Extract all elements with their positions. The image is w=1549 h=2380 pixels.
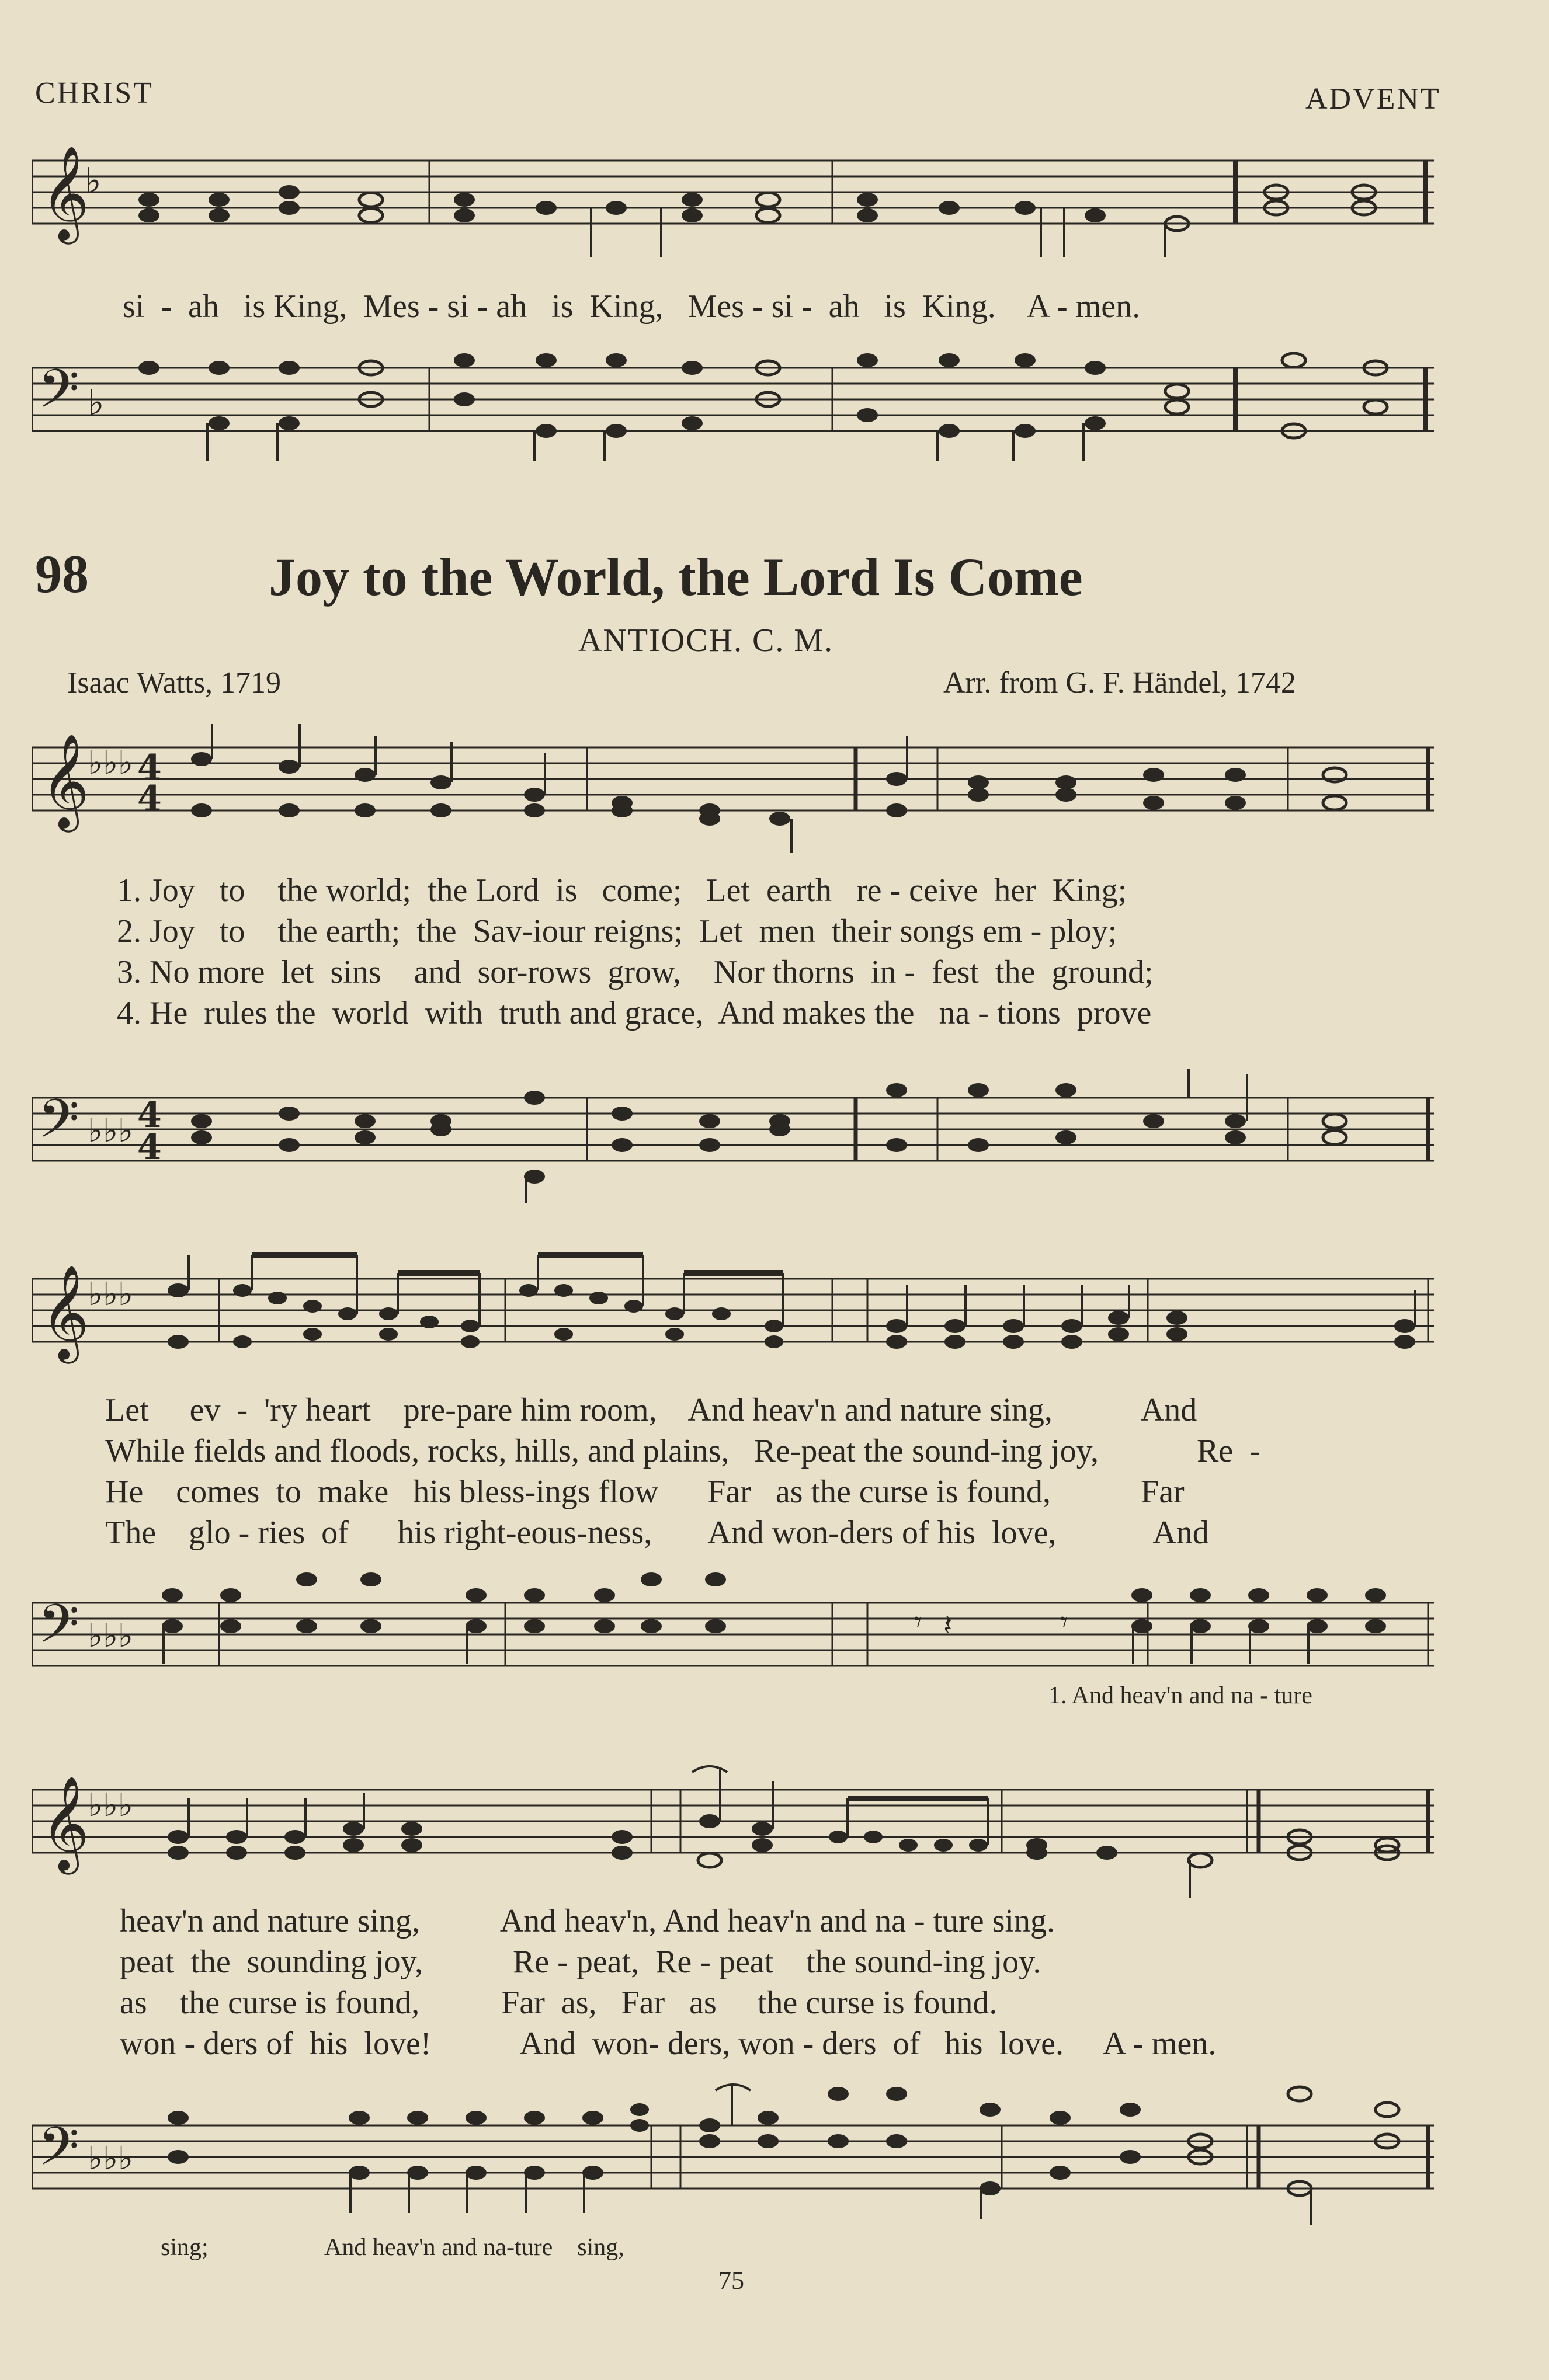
header-right: ADVENT xyxy=(1305,82,1441,116)
system2-treble-staff xyxy=(32,1244,1434,1390)
system1-verse-3: 3. No more let sins and sor-rows grow, Nor thorns in - fest the ground; xyxy=(117,954,1154,990)
system2-verse-2: While fields and floods, rocks, hills, and plains, Re-peat the sound-ing joy, Re - xyxy=(105,1433,1260,1469)
system1-verse-4: 4. He rules the world with truth and grace, And makes the na - tions prove xyxy=(117,995,1152,1031)
prev-treble-staff xyxy=(32,140,1434,257)
svg-text:𝄢: 𝄢 xyxy=(38,1593,79,1668)
svg-text:𝄞: 𝄞 xyxy=(41,733,89,829)
svg-text:𝄞: 𝄞 xyxy=(41,1776,89,1871)
svg-text:𝄽: 𝄽 xyxy=(943,1608,953,1642)
system1-treble-staff xyxy=(32,712,1434,858)
svg-text:♭♭♭: ♭♭♭ xyxy=(88,2139,133,2177)
svg-text:♭♭♭: ♭♭♭ xyxy=(88,744,133,781)
svg-text:4: 4 xyxy=(137,1127,162,1168)
system2-bass-staff xyxy=(32,1553,1434,1687)
system3-verse-2: peat the sounding joy, Re - peat, Re - peat the sound-ing joy. xyxy=(120,1944,1041,1980)
prev-hymn-lyric: si - ah is King, Mes - si - ah is King, Mes - si - ah is King. A - men. xyxy=(123,288,1141,325)
prev-bass-staff xyxy=(32,350,1434,467)
svg-text:𝄢: 𝄢 xyxy=(38,358,79,433)
header-left: CHRIST xyxy=(35,76,154,110)
system2-bass-lyric: 1. And heav'n and na - ture xyxy=(1048,1682,1312,1709)
system2-verse-3: He comes to make his bless-ings flow Far as the curse is found, Far xyxy=(105,1474,1185,1510)
system3-verse-3: as the curse is found, Far as, Far as the curse is found. xyxy=(120,1985,998,2021)
svg-text:𝄞: 𝄞 xyxy=(41,1265,89,1360)
svg-text:4: 4 xyxy=(137,747,162,788)
system3-verse-4: won - ders of his love! And won- ders, won - ders of his love. A - men. xyxy=(120,2026,1217,2062)
svg-text:♭♭♭: ♭♭♭ xyxy=(88,1275,133,1313)
svg-text:♭: ♭ xyxy=(88,382,105,423)
hymn-title: Joy to the World, the Lord Is Come xyxy=(269,547,1083,607)
tune-name: ANTIOCH. C. M. xyxy=(578,622,834,659)
svg-text:𝄢: 𝄢 xyxy=(38,1088,79,1163)
svg-text:4: 4 xyxy=(137,778,162,819)
svg-text:𝄞: 𝄞 xyxy=(41,145,89,241)
svg-text:4: 4 xyxy=(137,1095,162,1136)
svg-text:𝄾: 𝄾 xyxy=(1060,1605,1068,1639)
hymn-number: 98 xyxy=(35,544,89,604)
system3-verse-1: heav'n and nature sing, And heav'n, And heav'n and na - ture sing. xyxy=(120,1903,1055,1939)
system3-bass-staff xyxy=(32,2067,1434,2242)
system2-verse-1: Let ev - 'ry heart pre-pare him room, And heav'n and nature sing, And xyxy=(105,1392,1197,1428)
svg-text:𝄾: 𝄾 xyxy=(914,1605,922,1639)
system2-verse-4: The glo - ries of his right-eous-ness, And won-ders of his love, And xyxy=(105,1515,1209,1551)
svg-text:♭♭♭: ♭♭♭ xyxy=(88,1617,133,1654)
system3-bass-lyric-right: And heav'n and na-ture sing, xyxy=(324,2234,624,2261)
system1-bass-staff xyxy=(32,1034,1434,1209)
arranger-credit: Arr. from G. F. Händel, 1742 xyxy=(943,666,1296,700)
author-credit: Isaac Watts, 1719 xyxy=(67,666,281,700)
system3-bass-lyric-left: sing; xyxy=(161,2234,209,2261)
page-number: 75 xyxy=(718,2266,744,2295)
svg-text:♭♭♭: ♭♭♭ xyxy=(88,1786,133,1824)
system1-verse-1: 1. Joy to the world; the Lord is come; Let earth re - ceive her King; xyxy=(117,872,1127,909)
svg-text:♭: ♭ xyxy=(85,161,102,201)
system1-verse-2: 2. Joy to the earth; the Sav-iour reigns; Let men their songs em - ploy; xyxy=(117,913,1117,949)
svg-text:♭♭♭: ♭♭♭ xyxy=(88,1112,133,1149)
system3-treble-staff xyxy=(32,1752,1434,1904)
svg-text:𝄢: 𝄢 xyxy=(38,2115,79,2190)
